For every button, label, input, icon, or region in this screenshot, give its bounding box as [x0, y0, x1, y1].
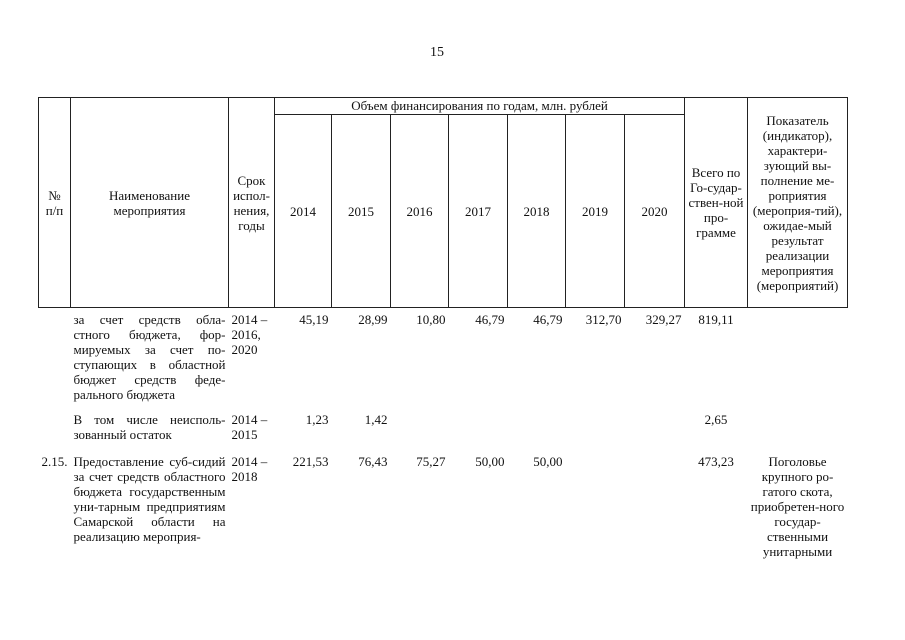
header-num: № п/п [39, 98, 71, 308]
row-value-2018: 50,00 [533, 454, 563, 469]
header-indicator: Показатель (индикатор), характери-зующий вы-полнение ме-роприятия (мероприя-тий), ожидае-мый результат реализации мероприятия (мероприятий) [748, 98, 848, 308]
header-total: Всего по Го-судар-ствен-ной про-грамме [685, 98, 748, 308]
row-value-2016: 75,27 [416, 454, 446, 469]
row-term: 2014 – 2015 [231, 412, 268, 442]
row-value-2019 [566, 402, 625, 442]
row-num [39, 402, 71, 442]
row-value-2014: 221,53 [292, 454, 329, 469]
row-value-2019: 312,70 [585, 312, 622, 327]
header-year-2014: 2014 [275, 115, 332, 308]
row-total: 819,11 [698, 312, 734, 327]
row-name: за счет средств обла-стного бюджета, фор-мируемых за счет по-ступающих в областной бюджет средств феде-рального бюджета [73, 312, 226, 402]
row-value-2019 [566, 442, 625, 559]
header-funding-group: Объем финансирования по годам, млн. рублей [275, 98, 685, 115]
table-row [39, 402, 848, 442]
row-value-2020: 329,27 [645, 312, 682, 327]
row-name: Предоставление суб-сидий за счет средств областного бюджета государственным уни-тарным предприятиям Самарской области на реализацию мероприя- [73, 454, 226, 544]
header-year-2020: 2020 [625, 115, 685, 308]
program-table [38, 97, 848, 559]
row-name: В том числе неисполь-зованный остаток [73, 412, 226, 442]
row-total: 2,65 [704, 412, 728, 427]
row-term: 2014 – 2016, 2020 [231, 312, 268, 357]
row-value-2015: 76,43 [358, 454, 388, 469]
row-value-2015: 1,42 [364, 412, 388, 427]
row-value-2020 [625, 402, 685, 442]
row-value-2014: 45,19 [299, 312, 329, 327]
row-value-2016: 10,80 [416, 312, 446, 327]
row-num [39, 308, 71, 403]
row-value-2017: 50,00 [475, 454, 505, 469]
row-value-2014: 1,23 [305, 412, 329, 427]
header-year-2015: 2015 [332, 115, 391, 308]
row-total: 473,23 [698, 454, 734, 469]
table-row [39, 442, 848, 559]
row-indicator [748, 402, 848, 442]
row-indicator [748, 308, 848, 403]
header-year-2019: 2019 [566, 115, 625, 308]
row-value-2015: 28,99 [358, 312, 388, 327]
header-year-2018: 2018 [508, 115, 566, 308]
header-year-2016: 2016 [391, 115, 449, 308]
row-term: 2014 – 2018 [231, 454, 268, 484]
row-num: 2.15. [41, 454, 68, 469]
header-term: Срок испол-нения, годы [229, 98, 275, 308]
row-value-2020 [625, 442, 685, 559]
row-indicator: Поголовье крупного ро-гатого скота, приобретен-ного государ-ственными унитарными [750, 454, 845, 559]
table-row [39, 308, 848, 403]
row-value-2018: 46,79 [533, 312, 563, 327]
header-year-2017: 2017 [449, 115, 508, 308]
page-number: 15 [430, 45, 444, 60]
row-value-2018 [508, 402, 566, 442]
header-name: Наименование мероприятия [71, 98, 229, 308]
row-value-2016 [391, 402, 449, 442]
row-value-2017 [449, 402, 508, 442]
row-value-2017: 46,79 [475, 312, 505, 327]
